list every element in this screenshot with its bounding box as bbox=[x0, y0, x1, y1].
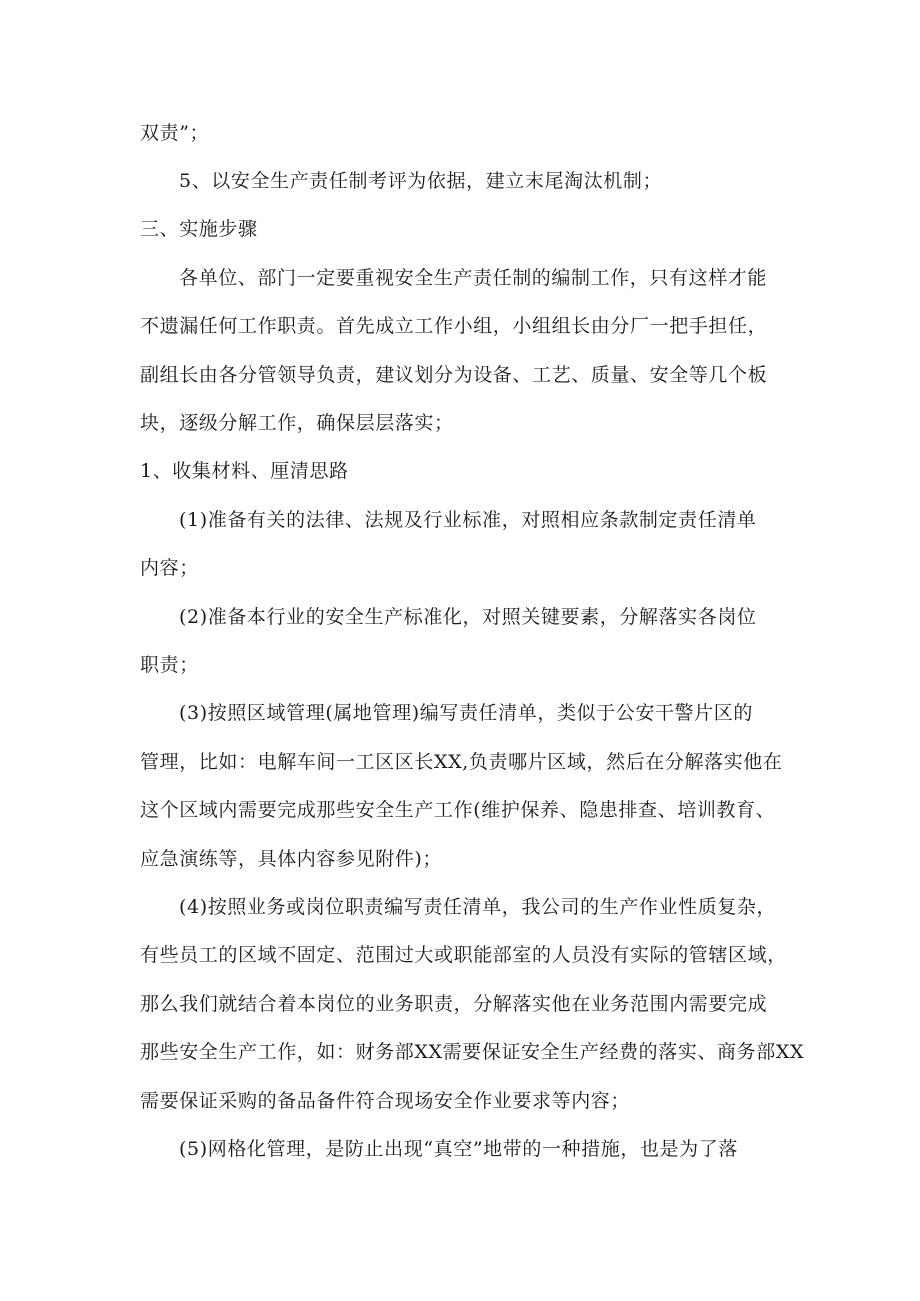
text-line: 各单位、部门一定要重视安全生产责任制的编制工作，只有这样才能 bbox=[179, 267, 768, 289]
subsection-heading: 1、收集材料、厘清思路 bbox=[140, 460, 349, 482]
text-line: 职责； bbox=[140, 654, 199, 676]
text-line: 内容； bbox=[140, 557, 199, 579]
text-line: (3)按照区域管理(属地管理)编写责任清单，类似于公安干警片区的 bbox=[179, 702, 753, 724]
text-line: 需要保证采购的备品备件符合现场安全作业要求等内容； bbox=[140, 1090, 631, 1112]
text-line: 5、以安全生产责任制考评为依据，建立末尾淘汰机制； bbox=[179, 170, 663, 192]
text-line: 应急演练等，具体内容参见附件)； bbox=[140, 848, 443, 870]
text-line: 管理，比如：电解车间一工区区长XX,负责哪片区域，然后在分解落实他在 bbox=[140, 751, 783, 773]
text-line: (5)网格化管理，是防止出现“真空”地带的一种措施，也是为了落 bbox=[179, 1138, 738, 1160]
text-line: (1)准备有关的法律、法规及行业标准，对照相应条款制定责任清单 bbox=[179, 509, 757, 531]
text-line: (4)按照业务或岗位职责编写责任清单，我公司的生产作业性质复杂， bbox=[179, 896, 777, 918]
text-line: 有些员工的区域不固定、范围过大或职能部室的人员没有实际的管辖区域， bbox=[140, 944, 787, 966]
text-line: 那些安全生产工作，如：财务部XX需要保证安全生产经费的落实、商务部XX bbox=[140, 1041, 805, 1063]
text-line: 这个区域内需要完成那些安全生产工作(维护保养、隐患排查、培训教育、 bbox=[140, 799, 776, 821]
text-line: 块，逐级分解工作，确保层层落实； bbox=[140, 412, 454, 434]
section-heading: 三、实施步骤 bbox=[140, 218, 258, 240]
text-line: 不遗漏任何工作职责。首先成立工作小组，小组组长由分厂一把手担任， bbox=[140, 315, 768, 337]
text-line: 副组长由各分管领导负责，建议划分为设备、工艺、质量、安全等几个板 bbox=[140, 364, 768, 386]
text-line: (2)准备本行业的安全生产标准化，对照关键要素，分解落实各岗位 bbox=[179, 606, 757, 628]
text-line: 那么我们就结合着本岗位的业务职责，分解落实他在业务范围内需要完成 bbox=[140, 993, 768, 1015]
text-line: 双责”； bbox=[140, 122, 210, 144]
